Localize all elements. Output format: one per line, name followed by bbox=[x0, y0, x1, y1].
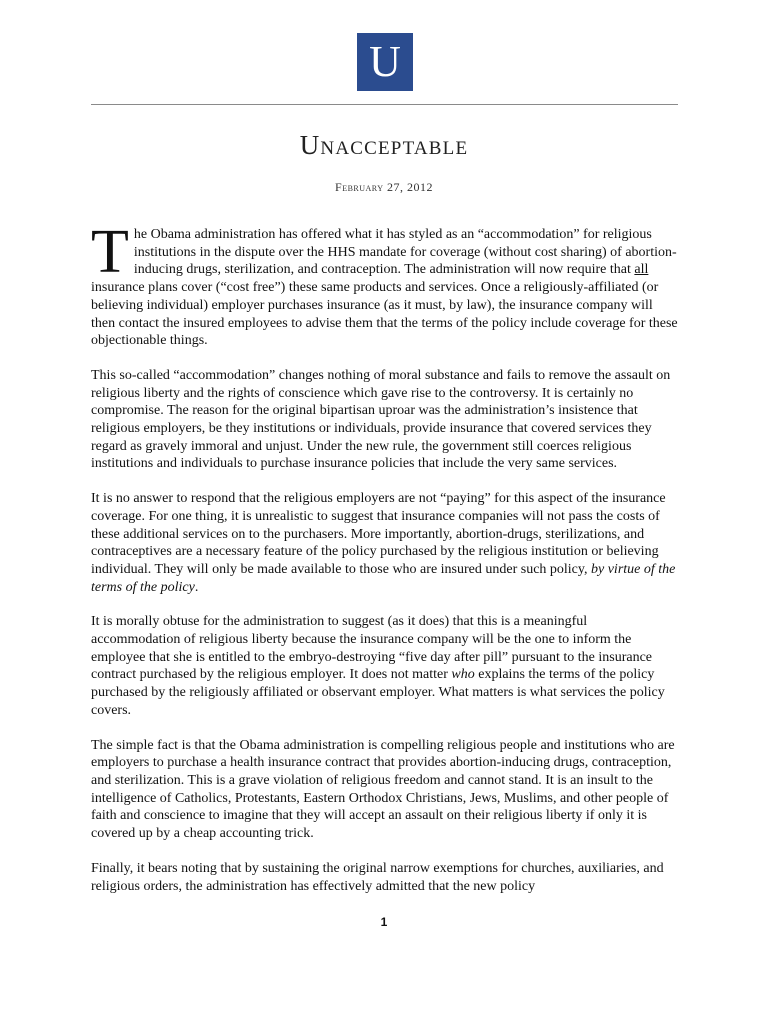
paragraph-4: It is morally obtuse for the administration to suggest (as it does) that this is a meaningful accommodation of religious liberty because the insurance company will be the one to inform the employee that she is entitled to the embryo-destroying “five day after pill” pursuant to the insurance contract purchased by the religious employer. It does not matter who explains the terms of the policy purchased by the religiously affiliated or observant employer. What matters is what services the policy covers. bbox=[91, 614, 665, 718]
paragraph-1: The Obama administration has offered what it has styled as an “accommodation” for religious institutions in the dispute over the HHS mandate for coverage (without cost sharing) of abortion-inducing drugs, sterilization, and contraception. The administration will now require that all insurance plans cover (“cost free”) these same products and services. Once a religiously-affiliated (or believing individual) employer purchases insurance (as it must, by law), the insurance company will then contact the insured employees to advise them that the terms of the policy include coverage for these objectionable things. bbox=[91, 218, 678, 349]
header-rule bbox=[91, 104, 678, 105]
emphasis-who: who bbox=[451, 667, 475, 683]
drop-cap: T bbox=[91, 218, 129, 286]
paragraph-3: It is no answer to respond that the religious employers are not “paying” for this aspect of the insurance coverage. For one thing, it is unrealistic to suggest that insurance companies will not pass the costs of these additional services on to the purchasers. More importantly, abortion-drugs, sterilizations, and contraceptives are a necessary feature of the policy purchased by the religious institution or believing individual. They will only be made available to those who are insured under such policy, by virtue of the terms of the policy. bbox=[91, 491, 676, 595]
emphasis-all: all bbox=[634, 262, 649, 278]
article-body bbox=[91, 218, 680, 912]
emphasis-italic: by virtue of the terms of the policy bbox=[91, 561, 676, 595]
paragraph-2: This so-called “accommodation” changes nothing of moral substance and fails to remove the assault on religious liberty and the rights of conscience which gave rise to the controversy. It is certainly no compromise. The reason for the original bipartisan uproar was the administration’s insistence that religious employers, be they institutions or individuals, provide insurance that covered services they regard as gravely immoral and unjust. Under the new rule, the government still coerces religious institutions and individuals to purchase insurance policies that include the very same services. bbox=[91, 367, 671, 472]
page-number: 1 bbox=[380, 915, 388, 929]
page-title: Unacceptable bbox=[299, 130, 469, 160]
paragraph-6: Finally, it bears noting that by sustaining the original narrow exemptions for churches, auxiliaries, and religious orders, the administration has effectively admitted that the new policy bbox=[91, 860, 664, 894]
publication-date: February 27, 2012 bbox=[335, 180, 433, 194]
paragraph-5: The simple fact is that the Obama administration is compelling religious people and institutions who are employers to purchase a health insurance contract that provides abortion-inducing drugs, contraception, and sterilization. This is a grave violation of religious freedom and cannot stand. It is an insult to the intelligence of Catholics, Protestants, Eastern Orthodox Christians, Jews, Muslims, and other people of faith and conscience to imagine that they will accept an assault on their religious liberty if only it is covered up by a cheap accounting trick. bbox=[91, 737, 675, 842]
logo-letter: U bbox=[369, 37, 401, 86]
logo bbox=[357, 33, 413, 91]
